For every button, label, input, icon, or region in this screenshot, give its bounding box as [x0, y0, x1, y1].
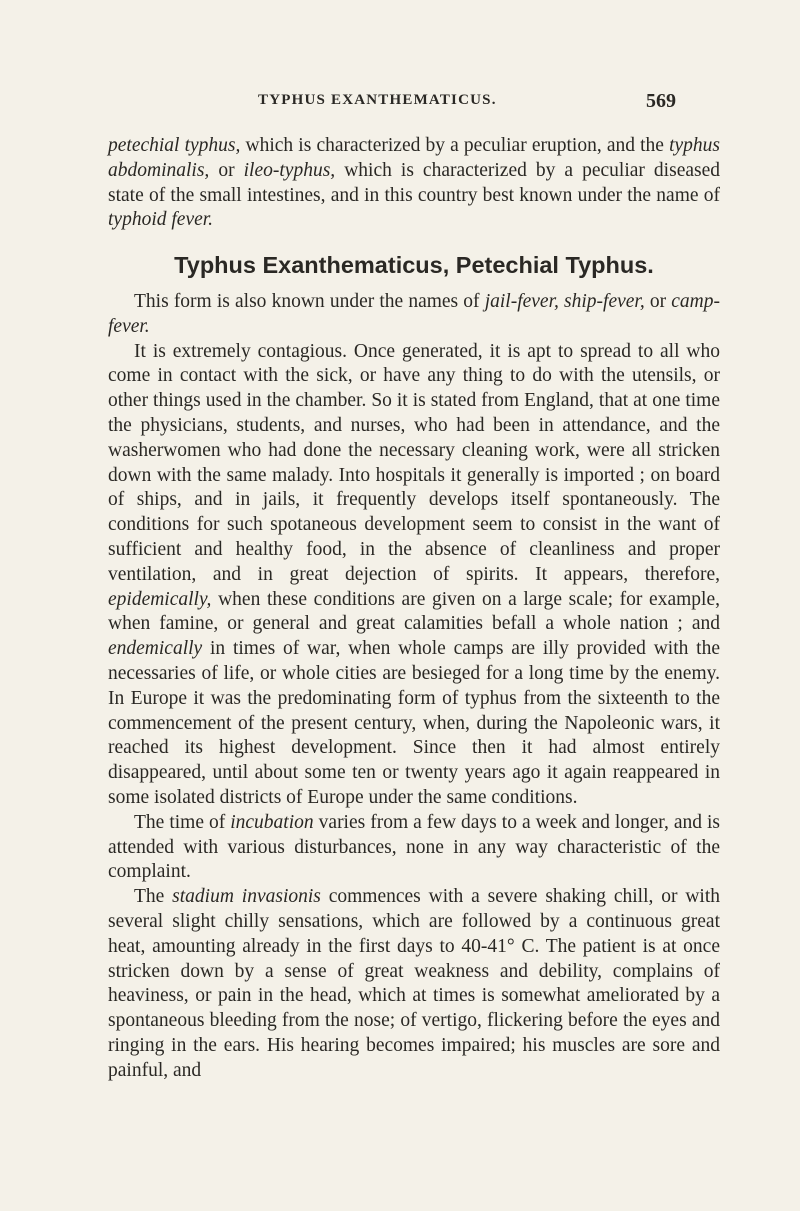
p3-term-incubation: incubation	[230, 811, 314, 833]
section-heading: Typhus Exanthematicus, Petechial Typhus.	[174, 252, 654, 279]
p1-text-1: This form is also known under the names of	[134, 290, 485, 312]
running-head	[0, 92, 800, 116]
running-title: TYPHUS EXANTHEMATICUS.	[258, 92, 497, 108]
intro-text-3: which is characterized by a peculiar diseased state of the small intestines, and in this country best known under the name of	[108, 159, 720, 206]
intro-term-ileo: ileo-typhus,	[243, 159, 336, 181]
intro-paragraph	[108, 134, 720, 233]
p3-text-2: varies from a few days to a week and longer, and is attended with various disturbances, none in any way characteristic of the complaint.	[108, 811, 720, 883]
p1-text-2: or	[644, 290, 672, 312]
p2-term-endemically: endemically	[108, 638, 203, 660]
p3-text-1: The time of	[134, 811, 231, 833]
intro-text-2: or	[209, 159, 244, 181]
p1-term-fevers: jail-fever, ship-fever,	[484, 290, 645, 312]
p4-text-1: The	[134, 886, 173, 908]
intro-term-petechial: petechial typhus,	[108, 135, 241, 156]
intro-term-abdominalis: typhus abdominalis,	[108, 135, 720, 181]
paragraph-names	[108, 290, 720, 340]
page-number: 569	[646, 90, 676, 112]
p2-text-1: It is extremely contagious. Once generated, it is apt to spread to all who come in contact with the sick, or have any thing to do with the utensils, or other things used in the chamber. So it is stated from England, that at one time the physicians, students, and nurses, who had been in attendance, and the washerwomen who had done the necessary cleaning work, were all stricken down with the same malady. Into hospitals it generally is imported ; on board of ships, and in jails, it frequently develops itself spontaneously. The conditions for such spotaneous development seem to consist in the want of sufficient and healthy food, in the absence of cleanliness and proper ventilation, and in great dejection of spirits. It appears, therefore,	[108, 340, 720, 585]
intro-text-1: which is characterized by a peculiar eruption, and the	[240, 135, 670, 156]
p4-term-stadium: stadium invasionis	[172, 886, 321, 908]
p1-term-camp: camp-fever.	[108, 290, 720, 337]
p2-text-2: when these conditions are given on a large scale; for example, when famine, or general and great calamities befall a whole nation ; and	[108, 588, 720, 635]
intro-term-typhoid: typhoid fever.	[108, 209, 214, 231]
paragraph-incubation	[108, 811, 720, 885]
p2-text-3: in times of war, when whole camps are illy provided with the necessaries of life, or whole cities are besieged for a long time by the enemy. In Europe it was the predominating form of typhus from the sixteenth to the commencement of the present century, when, during the Napoleonic wars, it reached its highest development. Since then it had almost entirely disappeared, until about some ten or twenty years ago it again reappeared in some isolated districts of Europe under the same conditions.	[108, 638, 720, 808]
p4-text-2: commences with a severe shaking chill, or with several slight chilly sensations, which are followed by a continuous great heat, amounting already in the first days to 40-41° C. The patient is at once stricken down by a sense of great weakness and debility, complains of heaviness, or pain in the head, which at times is somewhat ameliorated by a spontaneous bleeding from the nose; of vertigo, flickering before the eyes and ringing in the ears. His hearing becomes impaired; his muscles are sore and painful, and	[108, 886, 720, 1081]
body-text	[108, 134, 720, 1083]
paragraph-contagion	[108, 340, 720, 811]
p2-term-epidemically: epidemically,	[108, 588, 212, 610]
paragraph-invasion	[108, 885, 720, 1083]
